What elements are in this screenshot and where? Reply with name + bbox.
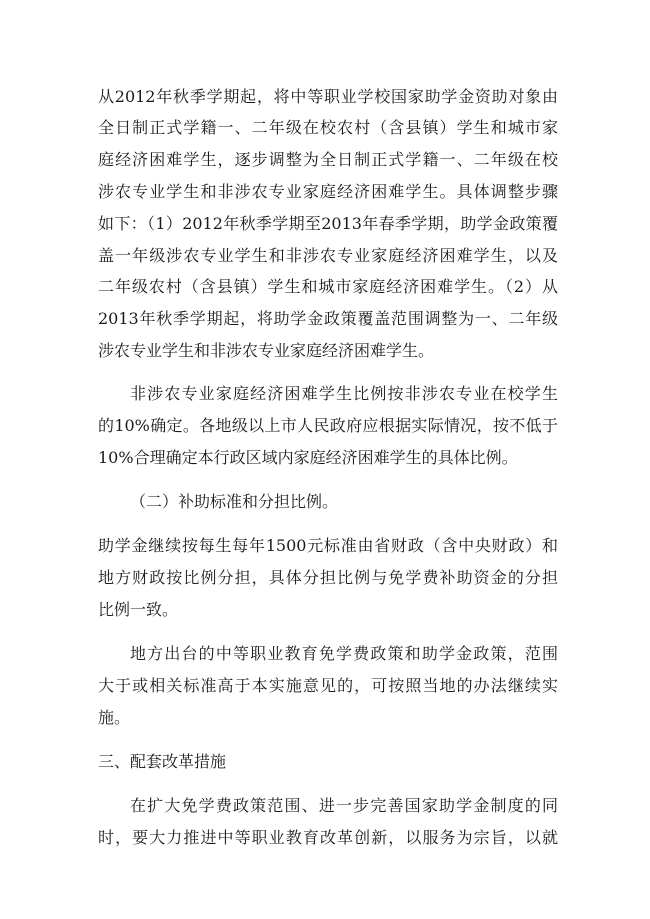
- paragraph-2-line-3: 10%合理确定本行政区域内家庭经济困难学生的具体比例。: [98, 448, 518, 467]
- paragraph-1-line-1: 从2012年秋季学期起，将中等职业学校国家助学金资助对象由: [98, 87, 558, 106]
- paragraph-1-line-8: 2013年秋季学期起，将助学金政策覆盖范围调整为一、二年级: [98, 309, 558, 328]
- paragraph-4-line-2: 大于或相关标准高于本实施意见的，可按照当地的办法继续实: [98, 676, 558, 695]
- paragraph-1-line-6: 盖一年级涉农专业学生和非涉农专业家庭经济困难学生，以及: [98, 246, 558, 265]
- paragraph-1-line-4: 涉农专业学生和非涉农专业家庭经济困难学生。具体调整步骤: [98, 182, 558, 201]
- paragraph-1-line-3: 庭经济困难学生，逐步调整为全日制正式学籍一、二年级在校: [98, 150, 558, 169]
- section-heading-3: 三、配套改革措施: [98, 752, 227, 771]
- paragraph-1-line-5: 如下：（1）2012年秋季学期至2013年春季学期，助学金政策覆: [98, 214, 558, 233]
- paragraph-2-line-2: 的10%确定。各地级以上市人民政府应根据实际情况，按不低于: [98, 416, 558, 435]
- paragraph-4-line-1: 地方出台的中等职业教育免学费政策和助学金政策，范围: [130, 644, 558, 663]
- section-heading-2: （二）补助标准和分担比例。: [130, 492, 339, 511]
- paragraph-3-line-2: 地方财政按比例分担，具体分担比例与免学费补助资金的分担: [98, 568, 558, 587]
- paragraph-1-line-9: 涉农专业学生和非涉农专业家庭经济困难学生。: [98, 341, 435, 360]
- paragraph-3-line-1: 助学金继续按每生每年1500元标准由省财政（含中央财政）和: [98, 536, 558, 555]
- paragraph-1-line-2: 全日制正式学籍一、二年级在校农村（含县镇）学生和城市家: [98, 118, 558, 137]
- paragraph-5-line-2: 时，要大力推进中等职业教育改革创新，以服务为宗旨，以就: [98, 828, 558, 847]
- paragraph-1-line-7: 二年级农村（含县镇）学生和城市家庭经济困难学生。（2）从: [98, 277, 558, 296]
- paragraph-2-line-1: 非涉农专业家庭经济困难学生比例按非涉农专业在校学生: [130, 384, 558, 403]
- paragraph-3-line-3: 比例一致。: [98, 600, 179, 619]
- paragraph-5-line-1: 在扩大免学费政策范围、进一步完善国家助学金制度的同: [130, 796, 558, 815]
- paragraph-4-line-3: 施。: [98, 708, 131, 727]
